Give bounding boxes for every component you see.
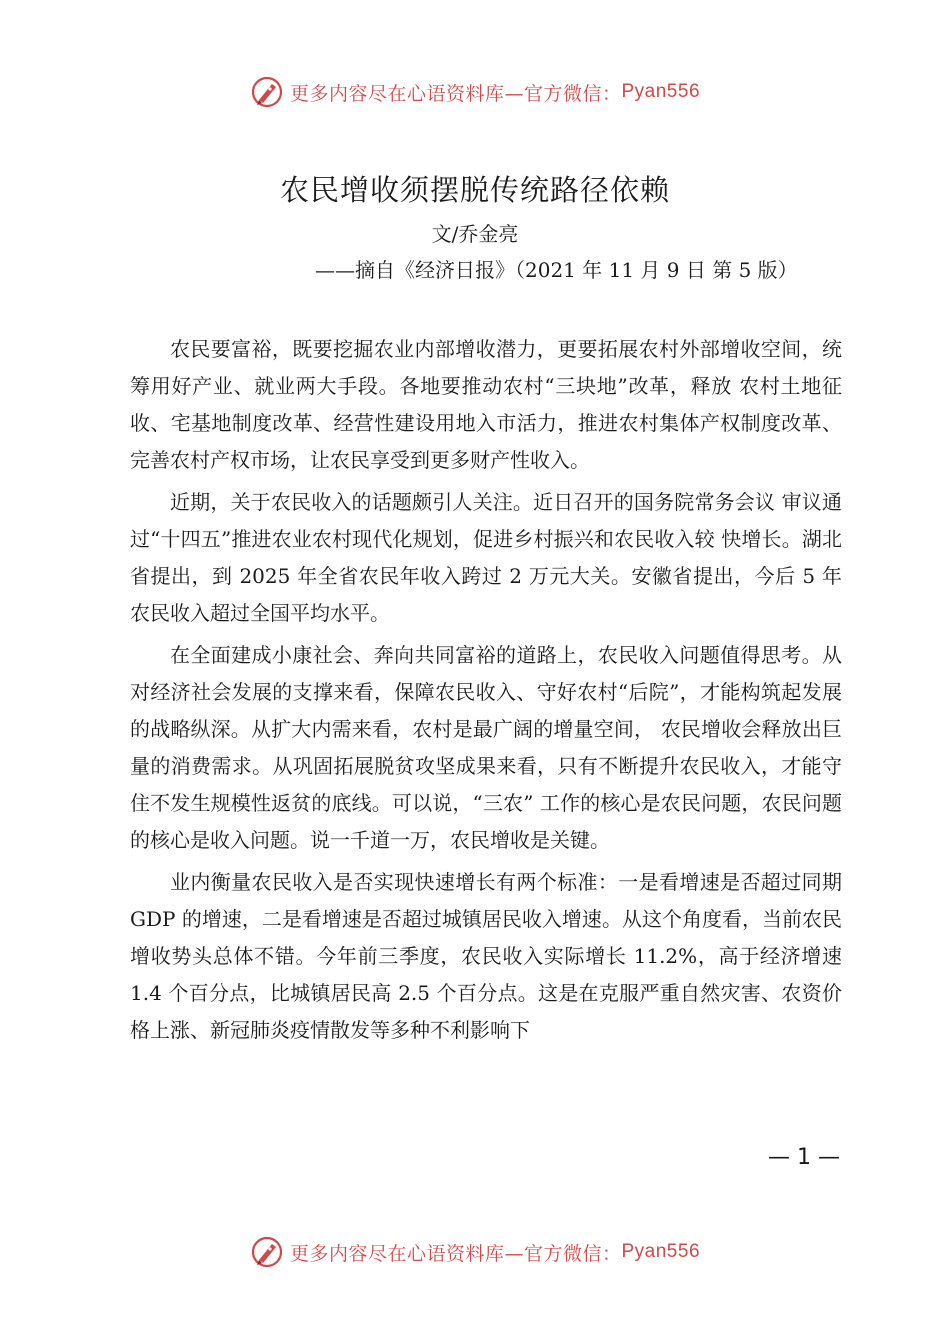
watermark-text: 更多内容尽在心语资料库—官方微信： xyxy=(289,82,622,105)
paragraph: 业内衡量农民收入是否实现快速增长有两个标准：一是看增速是否超过同期 GDP 的增速，二是看增速是否超过城镇居民收入增速。从这个角度看，当前农民增收势头总体不错。今年前三季度，农民收入实际增长 11.2%，高于经济增速 1.4 个百分点，比城镇居民高 2.5 个百分点。这是在克服严重自然灾害、农资价格上涨、新冠肺炎疫情散发等多种不利影响下 xyxy=(130,870,842,1042)
article-title: 农民增收须摆脱传统路径依赖 xyxy=(279,173,670,207)
page-number: — 1 — xyxy=(768,1145,840,1170)
paragraph: 在全面建成小康社会、奔向共同富裕的道路上，农民收入问题值得思考。从对经济社会发展的支撑来看，保障农民收入、守好农村“后院”，才能构筑起发展的战略纵深。从扩大内需来看，农村是最广阔的增量空间， 农民增收会释放出巨量的消费需求。从巩固拓展脱贫攻坚成果来看，只有不断提升农民收入，才能守住不发生规模性返贫的底线。可以说，“三农” 工作的核心是农民问题，农民问题的核心是收入问题。说一千道一万，农民增收是关键。 xyxy=(130,643,842,852)
pen-nib-logo-icon xyxy=(250,75,284,109)
header-watermark xyxy=(0,72,950,112)
watermark-wechat-id: Pyan556 xyxy=(621,81,701,102)
watermark-text: 更多内容尽在心语资料库—官方微信： xyxy=(289,1242,622,1265)
footer-watermark xyxy=(0,1232,950,1272)
article-source: ——摘自《经济日报》（2021 年 11 月 9 日 第 5 版） xyxy=(315,258,798,282)
watermark-wechat-id: Pyan556 xyxy=(621,1241,701,1262)
paragraph: 近期，关于农民收入的话题颇引人关注。近日召开的国务院常务会议 审议通过“十四五”推进农业农村现代化规划，促进乡村振兴和农民收入较 快增长。湖北省提出，到 2025 年全省农民年收入跨过 2 万元大关。安徽省提出，今后 5 年农民收入超过全国平均水平。 xyxy=(130,490,842,625)
paragraph: 农民要富裕，既要挖掘农业内部增收潜力，更要拓展农村外部增收空间，统筹用好产业、就业两大手段。各地要推动农村“三块地”改革，释放 农村土地征收、宅基地制度改革、经营性建设用地入市活力，推进农村集体产权制度改革、完善农村产权市场，让农民享受到更多财产性收入。 xyxy=(130,337,842,472)
article-author: 文/乔金亮 xyxy=(431,222,519,246)
article-body xyxy=(130,331,842,1054)
pen-nib-logo-icon xyxy=(250,1235,284,1269)
